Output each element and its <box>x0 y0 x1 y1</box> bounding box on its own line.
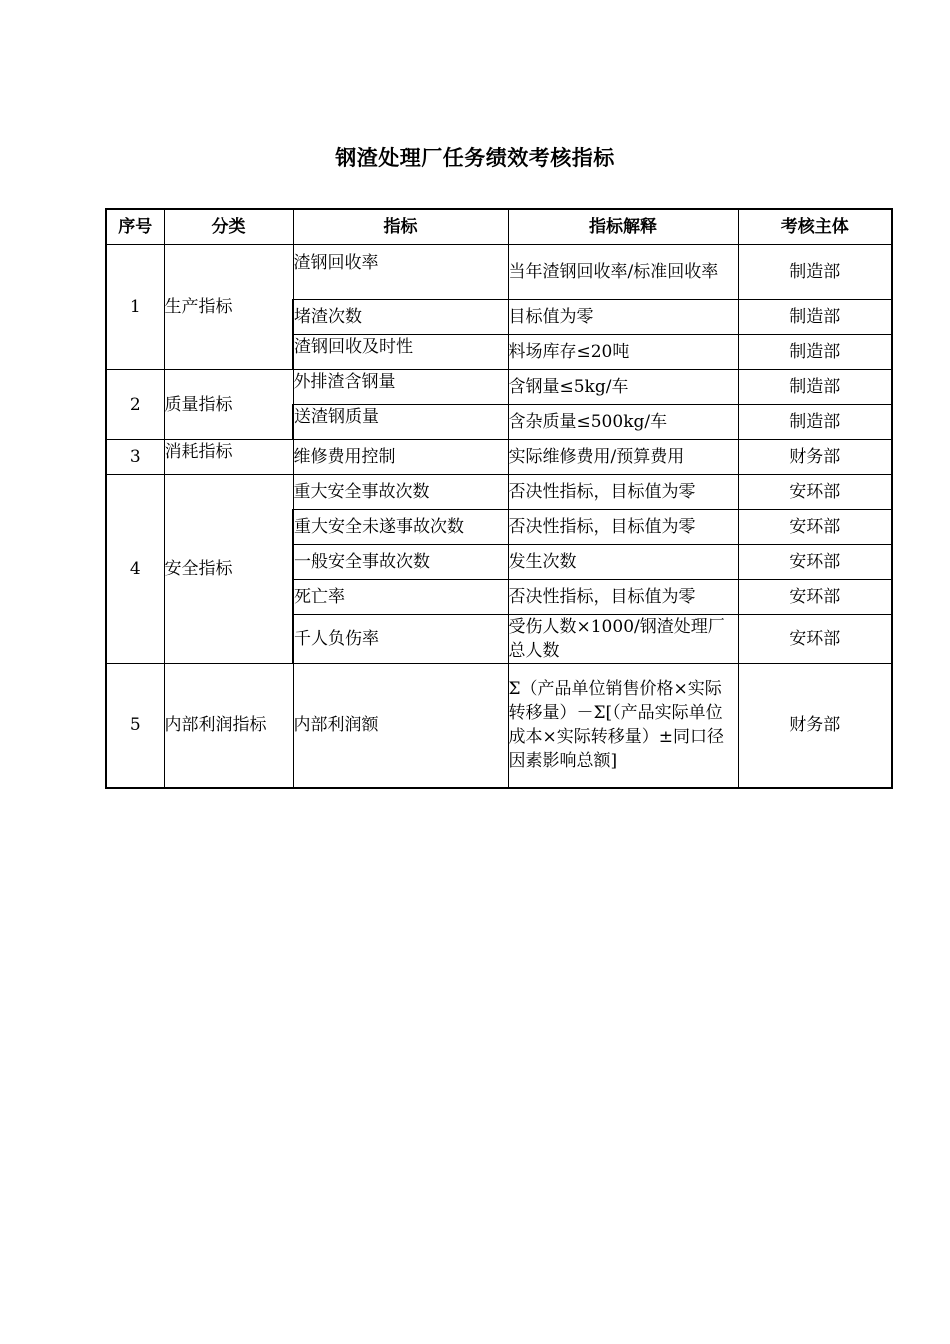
indicator-cell: 堵渣次数 <box>293 300 508 335</box>
group-no: 3 <box>106 440 164 475</box>
indicator-cell: 一般安全事故次数 <box>293 545 508 580</box>
indicator-cell: 重大安全事故次数 <box>293 475 508 510</box>
group-category: 消耗指标 <box>164 440 293 475</box>
subject-cell: 制造部 <box>738 300 892 335</box>
explanation-cell: 实际维修费用/预算费用 <box>508 440 738 475</box>
explanation-cell: 含钢量≤5kg/车 <box>508 370 738 405</box>
explanation-cell: 受伤人数×1000/钢渣处理厂总人数 <box>508 615 738 664</box>
subject-cell: 安环部 <box>738 580 892 615</box>
explanation-cell: 否决性指标，目标值为零 <box>508 580 738 615</box>
indicator-cell: 死亡率 <box>293 580 508 615</box>
subject-cell: 安环部 <box>738 510 892 545</box>
explanation-cell: 当年渣钢回收率/标准回收率 <box>508 245 738 300</box>
indicator-cell: 重大安全未遂事故次数 <box>293 510 508 545</box>
explanation-cell: Σ（产品单位销售价格×实际转移量）－Σ[（产品实际单位成本×实际转移量）±同口径因素影响总额] <box>508 664 738 788</box>
kpi-table <box>105 208 893 789</box>
group-category: 生产指标 <box>164 245 293 370</box>
indicator-cell: 送渣钢质量 <box>293 405 508 440</box>
table-row <box>106 245 892 300</box>
header-no: 序号 <box>106 209 164 245</box>
group-category: 内部利润指标 <box>164 664 293 788</box>
table-row <box>106 370 892 405</box>
header-indicator: 指标 <box>293 209 508 245</box>
header-explanation: 指标解释 <box>508 209 738 245</box>
subject-cell: 制造部 <box>738 245 892 300</box>
indicator-cell: 渣钢回收及时性 <box>293 335 508 370</box>
indicator-cell: 内部利润额 <box>293 664 508 788</box>
explanation-cell: 否决性指标，目标值为零 <box>508 475 738 510</box>
explanation-cell: 含杂质量≤500kg/车 <box>508 405 738 440</box>
subject-cell: 财务部 <box>738 440 892 475</box>
subject-cell: 安环部 <box>738 545 892 580</box>
subject-cell: 安环部 <box>738 475 892 510</box>
indicator-cell: 外排渣含钢量 <box>293 370 508 405</box>
subject-cell: 制造部 <box>738 370 892 405</box>
indicator-cell: 渣钢回收率 <box>293 245 508 300</box>
explanation-cell: 目标值为零 <box>508 300 738 335</box>
group-no: 1 <box>106 245 164 370</box>
group-category: 质量指标 <box>164 370 293 440</box>
header-category: 分类 <box>164 209 293 245</box>
explanation-cell: 发生次数 <box>508 545 738 580</box>
group-category: 安全指标 <box>164 475 293 664</box>
subject-cell: 安环部 <box>738 615 892 664</box>
group-no: 2 <box>106 370 164 440</box>
page-title: 钢渣处理厂任务绩效考核指标 <box>335 146 615 170</box>
table-header-row <box>106 209 892 245</box>
subject-cell: 制造部 <box>738 335 892 370</box>
subject-cell: 制造部 <box>738 405 892 440</box>
indicator-cell: 千人负伤率 <box>293 615 508 664</box>
table-row <box>106 664 892 788</box>
table-row <box>106 475 892 510</box>
group-no: 4 <box>106 475 164 664</box>
header-subject: 考核主体 <box>738 209 892 245</box>
explanation-cell: 料场库存≤20吨 <box>508 335 738 370</box>
indicator-cell: 维修费用控制 <box>293 440 508 475</box>
group-no: 5 <box>106 664 164 788</box>
table-row <box>106 440 892 475</box>
explanation-cell: 否决性指标，目标值为零 <box>508 510 738 545</box>
subject-cell: 财务部 <box>738 664 892 788</box>
